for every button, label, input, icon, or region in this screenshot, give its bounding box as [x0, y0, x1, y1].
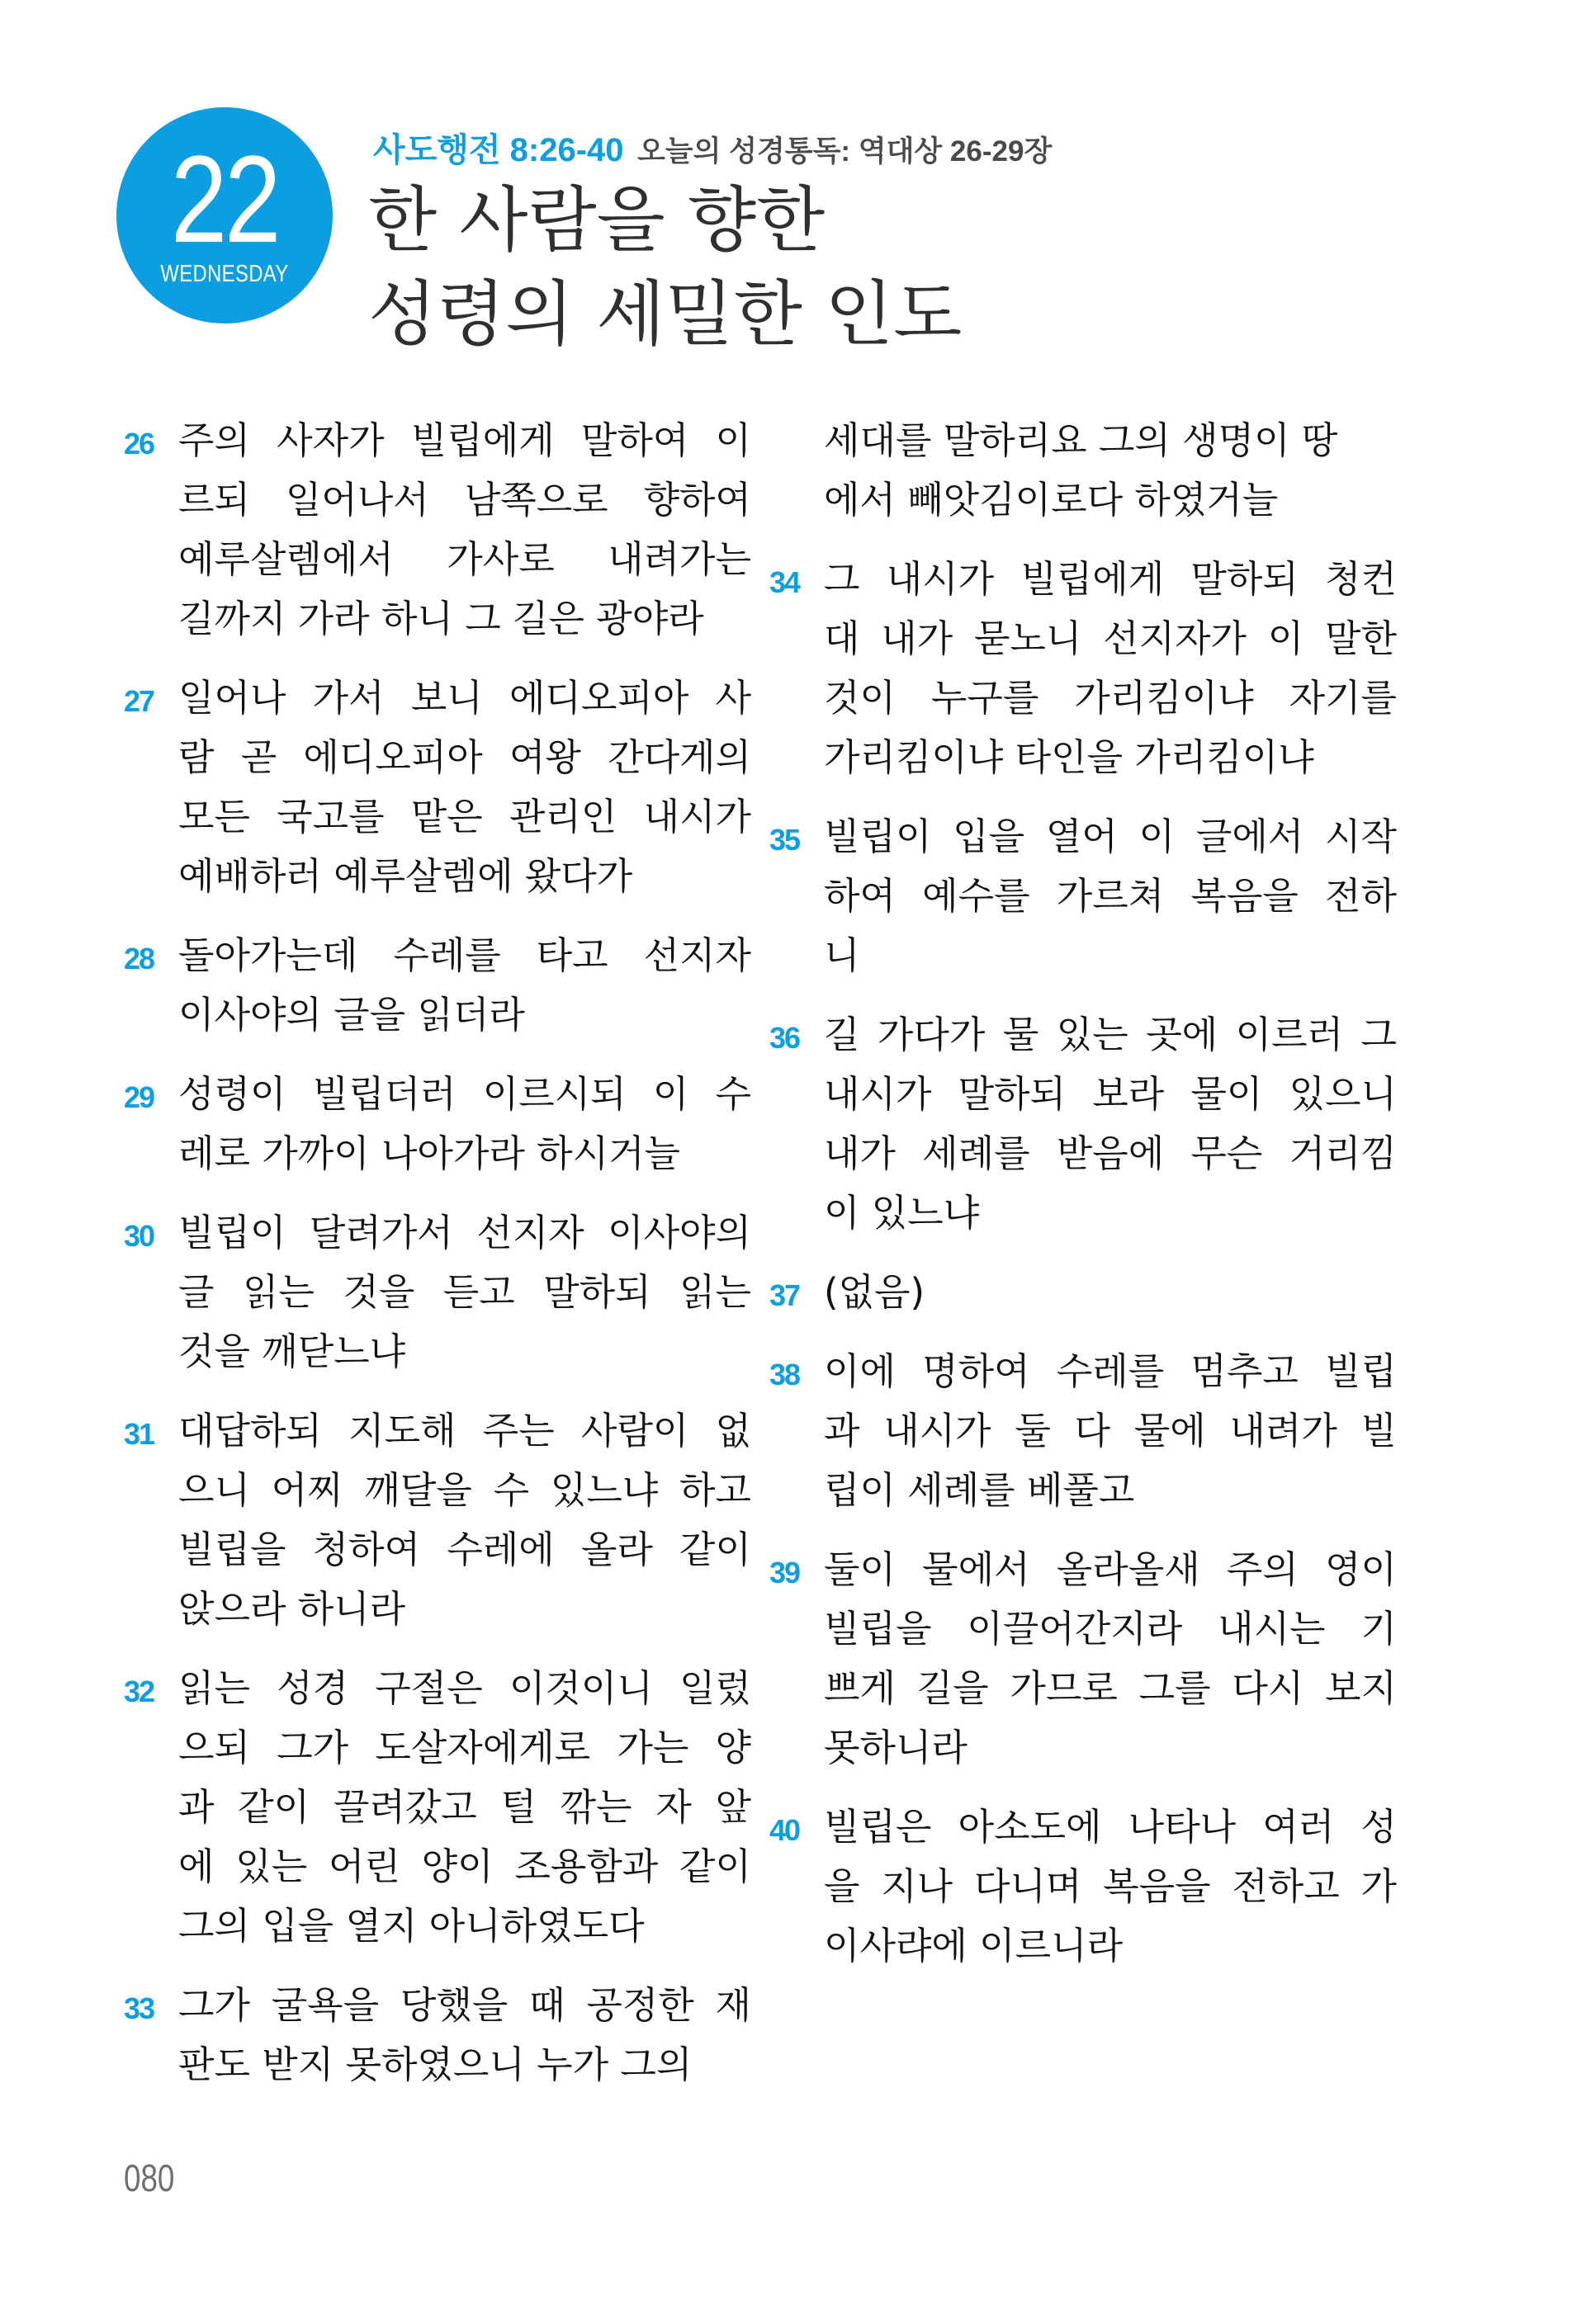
verse-text-line: 세대를 말하리요 그의 생명이 땅	[824, 418, 1338, 462]
verse-text-line: 내가 세례를 받음에 무슨 거리낌	[824, 1131, 1397, 1175]
verse-text-line: 판도 받지 못하였으니 누가 그의	[178, 2043, 693, 2086]
verse-number: 38	[769, 1358, 800, 1391]
verse	[124, 1976, 751, 2095]
verse	[124, 1659, 751, 1956]
verse-number: 37	[769, 1278, 800, 1312]
verse-text-line: 에 있는 어린 양이 조용함과 같이	[178, 1845, 751, 1888]
verse	[769, 550, 1397, 787]
verse-text-line: 내시가 말하되 보라 물이 있으니	[824, 1072, 1397, 1116]
verse	[769, 1797, 1397, 1976]
verse-number: 29	[124, 1080, 154, 1114]
verse-text-line: 돌아가는데 수레를 타고 선지자	[178, 933, 751, 977]
verse-text-line: 일어나 가서 보니 에디오피아 사	[178, 676, 751, 720]
verse	[124, 1065, 751, 1183]
verse-number: 32	[124, 1675, 154, 1708]
verse-text-line: 이사야의 글을 읽더라	[178, 993, 525, 1037]
verse-text-line: 이사랴에 이르니라	[824, 1924, 1124, 1967]
scripture-reference: 사도행전 8:26-40	[373, 132, 624, 168]
verse-number: 33	[124, 1991, 154, 2025]
verse-text-line: 이 있느냐	[824, 1191, 980, 1235]
verse-text-line: 둘이 물에서 올라올새 주의 영이	[824, 1547, 1397, 1591]
day-number: 22	[170, 130, 279, 268]
verse-text-line: 빌립이 달려가서 선지자 이사야의	[178, 1211, 751, 1254]
verse-number: 30	[124, 1219, 154, 1253]
verse-text-line: 대 내가 묻노니 선지자가 이 말한	[824, 616, 1397, 660]
verse-text-line: 읽는 성경 구절은 이것이니 일렀	[178, 1666, 751, 1710]
verse-text-line: 으니 어찌 깨달을 수 있느냐 하고	[178, 1468, 751, 1512]
verse-text-line: 가리킴이냐 타인을 가리킴이냐	[824, 735, 1314, 779]
verse-text-line: 예배하러 예루살렘에 왔다가	[178, 854, 633, 898]
title-line-2: 성령의 세밀한 인도	[368, 273, 963, 356]
verse-text-line: 에서 빼앗김이로다 하였거늘	[824, 478, 1279, 522]
page-number: 080	[124, 2156, 175, 2199]
reading-header	[373, 124, 1052, 171]
weekday-label: WEDNESDAY	[160, 261, 289, 287]
verse-text-line: 하여 예수를 가르쳐 복음을 전하	[824, 874, 1397, 918]
verse-text-line: 립이 세례를 베풀고	[824, 1468, 1135, 1512]
verse-text-line: 성령이 빌립더러 이르시되 이 수	[178, 1072, 751, 1116]
daily-reading: 오늘의 성경통독: 역대상 26-29장	[637, 135, 1053, 168]
verse	[769, 1263, 1397, 1322]
verse-text-line: 주의 사자가 빌립에게 말하여 이	[178, 418, 751, 462]
verse-text-line: 레로 가까이 나아가라 하시거늘	[178, 1131, 681, 1175]
verse-number: 34	[769, 565, 800, 599]
verse-number: 39	[769, 1556, 800, 1589]
verse	[124, 1401, 751, 1639]
verse-text-line: 빌립을 청하여 수레에 올라 같이	[178, 1528, 751, 1571]
verse-text-line: 으되 그가 도살자에게로 가는 양	[178, 1726, 751, 1769]
verse-text-line: (없음)	[824, 1270, 925, 1314]
verse	[124, 926, 751, 1045]
verse-number: 35	[769, 823, 800, 857]
verse	[124, 411, 751, 649]
verse	[769, 807, 1397, 985]
verse-text-line: 글 읽는 것을 듣고 말하되 읽는	[178, 1270, 751, 1314]
verse	[769, 1005, 1397, 1243]
verse-text-line: 대답하되 지도해 주는 사람이 없	[178, 1409, 751, 1452]
verse-text-line: 빌립을 이끌어간지라 내시는 기	[824, 1607, 1397, 1651]
verse-number: 36	[769, 1021, 800, 1055]
verse-text-line: 빌립이 입을 열어 이 글에서 시작	[824, 815, 1397, 858]
title-line-1: 한 사람을 향한	[368, 179, 826, 262]
verse-text-line: 람 곧 에디오피아 여왕 간다게의	[178, 735, 751, 779]
verse-number: 31	[124, 1417, 154, 1451]
verse-text-line: 쁘게 길을 가므로 그를 다시 보지	[824, 1666, 1397, 1710]
verse-text-line: 앉으라 하니라	[178, 1587, 406, 1631]
verse-text-line: 이에 명하여 수레를 멈추고 빌립	[824, 1349, 1397, 1393]
verse-text-line: 빌립은 아소도에 나타나 여러 성	[824, 1805, 1397, 1849]
verse-text-line: 그 내시가 빌립에게 말하되 청컨	[824, 557, 1397, 601]
verse-text-line: 못하니라	[824, 1726, 968, 1769]
verse-text-line: 르되 일어나서 남쪽으로 향하여	[178, 478, 751, 522]
verse-number: 26	[124, 427, 154, 461]
verse-text-line: 그가 굴욕을 당했을 때 공정한 재	[178, 1983, 751, 2027]
left-column	[124, 411, 751, 2114]
verse-text-line: 모든 국고를 맡은 관리인 내시가	[178, 795, 751, 838]
verse	[769, 1342, 1397, 1520]
verse-text-line: 과 같이 끌려갔고 털 깎는 자 앞	[178, 1785, 751, 1829]
verse-number: 28	[124, 942, 154, 975]
page-title	[368, 173, 962, 361]
verse-number: 40	[769, 1813, 800, 1847]
verse	[769, 1540, 1397, 1778]
verse-text-line: 을 지나 다니며 복음을 전하고 가	[824, 1864, 1397, 1908]
verse-text-line: 것이 누구를 가리킴이냐 자기를	[824, 676, 1397, 720]
verse	[124, 668, 751, 906]
verse	[124, 1203, 751, 1382]
verse-text-line: 길까지 가라 하니 그 길은 광야라	[178, 597, 704, 640]
verse-text-line: 예루살렘에서 가사로 내려가는	[178, 537, 751, 581]
verse-continuation	[769, 411, 1397, 530]
verse-text-line: 과 내시가 둘 다 물에 내려가 빌	[824, 1409, 1397, 1452]
right-column	[769, 411, 1397, 1996]
verse-text-line: 길 가다가 물 있는 곳에 이르러 그	[824, 1013, 1397, 1056]
verse-text-line: 것을 깨닫느냐	[178, 1330, 406, 1373]
verse-text-line: 니	[824, 933, 860, 977]
verse-text-line: 그의 입을 열지 아니하였도다	[178, 1904, 645, 1948]
verse-number: 27	[124, 684, 154, 718]
date-badge	[116, 107, 333, 324]
